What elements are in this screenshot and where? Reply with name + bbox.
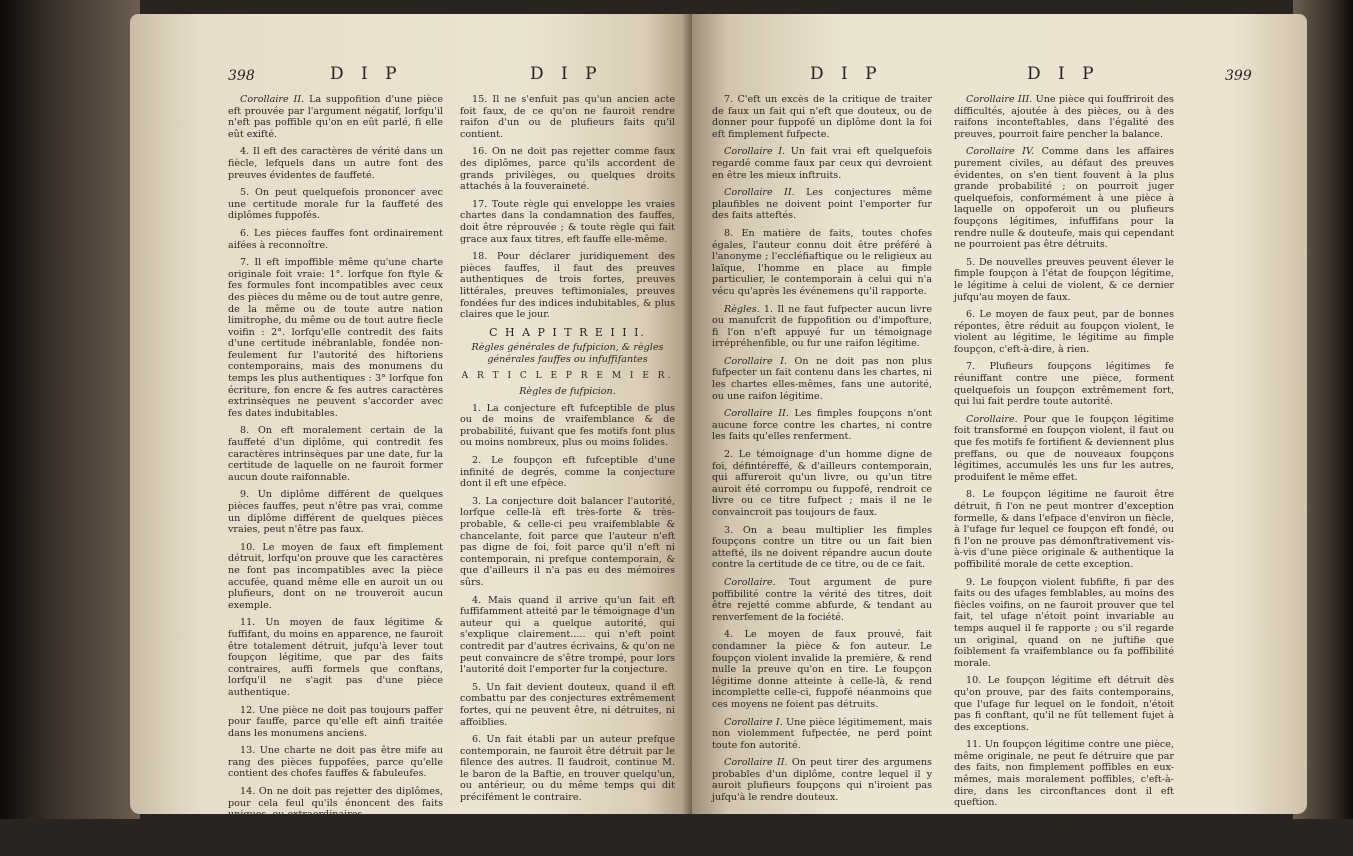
paragraph-text: 3. On a beau multiplier les fimples foupçons contre un titre ou un fait bien attefté, ils ne doivent répandre aucun doute contre la certitude de ce titre, ou de ce fait. bbox=[712, 524, 932, 571]
paragraph bbox=[712, 187, 932, 222]
paragraph-text: 5. Un fait devient douteux, quand il eft combattu par des conjectures extrêmement fortes, qui ne peuvent être, ni détruites, ni affoiblies. bbox=[460, 681, 675, 728]
paragraph-text: 1. Il ne faut fufpecter aucun livre ou manufcrit de fuppofition ou d'impofture, fi l'on n'eft appuyé fur un témoignage irrépréhenfible, ou fur une raifon légitime. bbox=[712, 303, 932, 350]
paragraph bbox=[228, 705, 443, 740]
right-column-1 bbox=[712, 94, 932, 810]
paragraph bbox=[228, 745, 443, 780]
paragraph-lead: Corollaire I. bbox=[724, 146, 786, 158]
paragraph-text: Les conjectures même plaufibles ne doivent point l'emporter fur des faits atteftés. bbox=[712, 187, 932, 222]
running-head-left-col1: D I P bbox=[330, 64, 403, 84]
paragraph bbox=[954, 577, 1174, 670]
paragraph-text: 8. On eft moralement certain de la fauffeté d'un diplôme, qui contredit fes caractères intrinsèques par une date, fur la certitude de laquelle on ne fauroit former aucun doute raifonnable. bbox=[228, 425, 443, 483]
paragraph-lead: Corollaire II. bbox=[724, 757, 788, 769]
paragraph bbox=[954, 815, 1174, 850]
paragraph bbox=[460, 682, 675, 728]
paragraph bbox=[712, 228, 932, 298]
paragraph bbox=[712, 717, 932, 752]
paragraph bbox=[228, 786, 443, 821]
paragraph-lead: Règles. bbox=[724, 303, 760, 315]
paragraph bbox=[954, 489, 1174, 570]
paragraph bbox=[228, 94, 443, 140]
paragraph bbox=[228, 617, 443, 698]
paragraph-text: 4. Mais quand il arrive qu'un fait eft fuffifamment atteité par le témoignage d'un auteur qui a quelque autorité, qui s'explique clairement..... qui n'eft point contredit par d'autres écrivains, & qu'on ne peut convaincre de s'être trompé, pour lors l'autorité doit l'emporter fur la conjecture. bbox=[460, 594, 675, 676]
running-head-right-col1: D I P bbox=[810, 64, 883, 84]
paragraph bbox=[712, 304, 932, 350]
paragraph-text: 6. Un fait établi par un auteur prefque contemporain, ne fauroit être détruit par le filence des autres. Il faudroit, continue M. le baron de la Baftie, en trouver quelqu'un, ou antérieur, ou du même temps qui dit précifément le contraire. bbox=[460, 734, 675, 804]
paragraph bbox=[954, 257, 1174, 303]
paragraph-text: 10. Le foupçon légitime eft détruit dès qu'on prouve, par des faits contemporains, que l'ufage fur lequel on le fondoit, n'étoit pas fi conftant, qu'il ne fût tellement fujet à des exceptions. bbox=[954, 675, 1174, 733]
paragraph bbox=[712, 146, 932, 181]
paragraph-lead: Corollaire. bbox=[724, 576, 776, 588]
paragraph bbox=[228, 425, 443, 483]
paragraph-text: 16. On ne doit pas rejetter comme faux des diplômes, parce qu'ils accordent de grands privilèges, ou quelques droits attachés à la fouveraineté. bbox=[460, 146, 675, 193]
paragraph bbox=[228, 146, 443, 181]
paragraph-lead: Corollaire III. bbox=[966, 94, 1033, 105]
paragraph-text: 12. Le foupçon légitime non détruit, ne devient pas pour cela violent, ni le violent, moyen de faux. bbox=[954, 814, 1174, 850]
right-column-2 bbox=[954, 94, 1174, 856]
paragraph-text: 17. Toute règle qui enveloppe les vraies chartes dans la condamnation des fauffes, doit être réprouvée ; & toute règle qui fait grace aux faux titres, eft fauffe elle-même. bbox=[460, 198, 675, 245]
paragraph bbox=[460, 199, 675, 245]
paragraph bbox=[954, 675, 1174, 733]
paragraph-text: 4. Il eft des caractères de vérité dans un fiècle, lefquels dans un autre font des preuves évidentes de fauffeté. bbox=[228, 146, 443, 181]
paragraph-text: 6. Les pièces fauffes font ordinairement aifées à reconnoître. bbox=[228, 227, 443, 251]
chapter-subtitle: Règles générales de fufpicion, & règles générales fauffes ou infuffifantes bbox=[471, 342, 664, 365]
running-head-left-col2: D I P bbox=[530, 64, 603, 84]
paragraph-text: 5. On peut quelquefois prononcer avec une certitude morale fur la fauffeté des diplômes fuppofés. bbox=[228, 187, 443, 222]
paragraph-lead: Corollaire IV. bbox=[966, 146, 1035, 158]
article-heading: A R T I C L E P R E M I E R. bbox=[461, 371, 674, 382]
paragraph bbox=[954, 361, 1174, 407]
paragraph-text: 7. Plufieurs foupçons légitimes fe réuniffant contre une pièce, forment quelquefois un foupçon extrêmement fort, qui lui fait perdre toute autorité. bbox=[954, 361, 1174, 408]
paragraph-text: 10. Le moyen de faux eft fimplement détruit, lorfqu'on prouve que les caractères ne font pas incompatibles avec la pièce accufée, quand même elle en auroit un ou plufieurs, dont on ne trouveroit aucun exemple. bbox=[228, 541, 443, 611]
page-number-right: 399 bbox=[1225, 68, 1252, 84]
paragraph bbox=[954, 739, 1174, 809]
paragraph bbox=[712, 449, 932, 519]
paragraph-text: 8. Le foupçon légitime ne fauroit être détruit, fi l'on ne peut montrer d'exception formelle, & dans l'efpace d'environ un fiècle, à l'ufage fur lequel ce foupçon eft fondé, ou fi l'on ne prouve pas démonftrativement vis-à-vis d'une pièce originale & authentique la poffibilité morale de cette exception. bbox=[954, 489, 1174, 570]
paragraph-lead: Corollaire II. bbox=[724, 187, 795, 199]
left-page bbox=[130, 14, 692, 821]
paragraph-text: Un fait vrai eft quelquefois regardé comme faux par ceux qui devroient en être les mieux inftruits. bbox=[712, 146, 932, 181]
paragraph-lead: Corollaire II. bbox=[724, 408, 789, 420]
paragraph bbox=[228, 187, 443, 222]
paragraph-text: 1. La conjecture eft fufceptible de plus ou de moins de vraifemblance & de probabilité, fuivant que fes motifs font plus ou moins nombreux, plus ou moins folides. bbox=[460, 402, 675, 449]
paragraph-lead: Corollaire II. bbox=[240, 94, 305, 105]
paragraph-lead: Corollaire I. bbox=[724, 355, 788, 367]
paragraph-text: 14. On ne doit pas rejetter des diplômes, pour cela feul qu'ils énoncent des faits uniques, ou extraordinaires. bbox=[228, 786, 443, 821]
page-number-left: 398 bbox=[228, 68, 255, 84]
paragraph-text: Tout argument de pure poffibilité contre la vérité des titres, doit être rejetté comme abfurde, & tendant au renverfement de la fociété. bbox=[712, 576, 932, 623]
paragraph-text: Une pièce qui fouffriroit des difficultés, ajoutée à des pièces, ou à des raifons inconteftables, dans l'égalité des preuves, pourroit faire pencher la balance. bbox=[954, 94, 1174, 140]
paragraph bbox=[954, 309, 1174, 355]
paragraph bbox=[460, 595, 675, 676]
paragraph-text: 5. De nouvelles preuves peuvent élever le fimple foupçon à l'état de foupçon légitime, le légitime à celui de violent, & ce dernier jufqu'au moyen de faux. bbox=[954, 256, 1174, 303]
paragraph bbox=[228, 228, 443, 251]
paragraph-text: 2. Le foupçon eft fufceptible d'une infinité de degrés, comme la conjecture dont il eft une efpèce. bbox=[460, 455, 675, 490]
paragraph bbox=[460, 496, 675, 589]
paragraph-lead: Corollaire I. bbox=[724, 716, 783, 728]
paragraph-text: 8. En matière de faits, toutes chofes égales, l'auteur connu doit être préféré à l'anonyme ; l'eccléfiaftique ou le religieux au laïque, l'homme en place au fimple particulier, le contemporain à celui qui n'a vécu qu'après les événemens qu'il rapporte. bbox=[712, 227, 932, 297]
paragraph-text: 15. Il ne s'enfuit pas qu'un ancien acte foit faux, de ce qu'on ne fauroit rendre raifon d'un ou de plufieurs faits qu'il contient. bbox=[460, 94, 675, 140]
paragraph-text: 3. La conjecture doit balancer l'autorité, lorfque celle-là eft très-forte & très-probable, & celle-ci peu vraifemblable & chancelante, foit parce que l'auteur n'eft pas digne de foi, foit parce qu'il n'eft ni contemporain, ni prefque contemporain, & que d'ailleurs il n'a pas eu des mémoires sûrs. bbox=[460, 495, 675, 588]
paragraph bbox=[228, 257, 443, 419]
paragraph bbox=[228, 542, 443, 612]
paragraph bbox=[954, 146, 1174, 250]
paragraph-text: 13. Une charte ne doit pas être mife au rang des pièces fuppofées, parce qu'elle contient des chofes fauffes & fabuleufes. bbox=[228, 745, 443, 780]
paragraph bbox=[712, 525, 932, 571]
paragraph-text: 9. Le foupçon violent fubfifte, fi par des faits ou des ufages femblables, au moins des fiècles voifins, on ne fauroit prouver que tel fait, tel ufage n'étoit point invariable au temps auquel il fe rapporte ; ou s'il regarde un original, quand on ne juftifie que foiblement fa vraifemblance ou fa poffibilité morale. bbox=[954, 576, 1174, 669]
left-column-1 bbox=[228, 94, 443, 827]
paragraph-text: 18. Pour déclarer juridiquement des pièces fauffes, il faut des preuves authentiques de trois fortes, preuves littérales, preuves teftimoniales, preuves fondées fur des indices indubitables, & plus claires que le jour. bbox=[460, 251, 675, 321]
paragraph-text: 7. C'eft un excès de la critique de traiter de faux un fait qui n'eft que douteux, ou de donner pour fuppofé un diplôme dont la foi eft fimplement fufpecte. bbox=[712, 94, 932, 140]
paragraph-text: 12. Une pièce ne doit pas toujours paffer pour fauffe, parce qu'elle eft ainfi traitée dans les monumens anciens. bbox=[228, 704, 443, 739]
paragraph bbox=[954, 414, 1174, 484]
paragraph-text: 11. Un moyen de faux légitime & fuffifant, du moins en apparence, ne fauroit être totalement détruit, jufqu'à lever tout foupçon légitime, que par des faits contraires, auffi formels que conftans, lorfqu'il ne s'agit pas d'une pièce authentique. bbox=[228, 617, 443, 698]
paragraph-text: 6. Le moyen de faux peut, par de bonnes répontes, être réduit au foupçon violent, le violent au légitime, le légitime au fimple foupçon, c'eft-à-dire, à rien. bbox=[954, 309, 1174, 355]
article-subtitle: Règles de fufpicion. bbox=[519, 386, 616, 398]
paragraph bbox=[228, 489, 443, 535]
paragraph-lead: Corollaire. bbox=[966, 413, 1018, 425]
paragraph-text: 11. Un foupçon légitime contre une pièce, même originale, ne peut fe détruire que par des faits, non fimplement poffibles en eux-mêmes, mais moralement poffibles, c'eft-à-dire, dans les circonftances dont il eft queftion. bbox=[954, 739, 1174, 809]
paragraph bbox=[460, 455, 675, 490]
paragraph bbox=[460, 146, 675, 192]
running-head-right-col2: D I P bbox=[1027, 64, 1100, 84]
paragraph bbox=[712, 94, 932, 140]
left-column-2 bbox=[460, 94, 675, 810]
paragraph-text: On ne doit pas non plus fufpecter un fait contenu dans les chartes, ni les chartes elles-mêmes, fans une autorité, ou une raifon légitime. bbox=[712, 355, 933, 402]
paragraph bbox=[712, 356, 932, 402]
paragraph bbox=[460, 251, 675, 321]
paragraph bbox=[954, 94, 1174, 140]
paragraph-text: Comme dans les affaires purement civiles, au défaut des preuves évidentes, on s'en tient fouvent à la plus grande probabilité ; on pourroit juger quelquefois, conformément à une pièce à laquelle on oppoferoit un ou plufieurs foupçons légitimes, infuffifans pour la rendre nulle & douteufe, mais qui cependant ne pourroient pas être détruits. bbox=[954, 146, 1174, 251]
paragraph-text: 9. Un diplôme différent de quelques pièces fauffes, peut n'être pas vrai, comme un diplôme différent de quelques pièces vraies, peut n'être pas faux. bbox=[228, 489, 443, 536]
paragraph bbox=[460, 734, 675, 804]
paragraph-text: Une pièce légitimement, mais non violemment fufpectée, ne perd point toute fon autorité. bbox=[712, 716, 932, 751]
chapter-heading: C H A P I T R E I I I. bbox=[489, 325, 646, 339]
paragraph-text: On peut tirer des argumens probables d'un diplôme, contre lequel il y auroit plufieurs foupçons qui n'iroient pas jufqu'à le rendre douteux. bbox=[712, 757, 932, 804]
book-edge-left bbox=[0, 0, 140, 819]
paragraph bbox=[712, 629, 932, 710]
paragraph-text: 2. Le témoignage d'un homme digne de foi, défintéreffé, & d'ailleurs contemporain, qui affureroit qu'un livre, ou qu'un titre auroit été corrompu ou fuppofé, rendroit ce livre ou ce titre fufpect ; mais il ne le convaincroit pas toujours de faux. bbox=[712, 449, 932, 518]
paragraph-text: La suppofition d'une pièce eft prouvée par l'argument négatif, lorfqu'il n'eft pas poffible qu'on en eût parlé, fi elle eût exifté. bbox=[228, 94, 443, 140]
paragraph-text: Les fimples foupçons n'ont aucune force contre les chartes, ni contre les faits qu'elles renferment. bbox=[712, 408, 932, 443]
paragraph bbox=[712, 757, 932, 803]
paragraph bbox=[712, 408, 932, 443]
paragraph-text: Pour que le foupçon légitime foit transformé en foupçon violent, il faut ou que fes motifs fe fortifient & deviennent plus preffans, ou que de nouveaux foupçons légitimes, accumulés les uns fur les autres, produifent le même effet. bbox=[954, 413, 1174, 483]
right-page bbox=[692, 14, 1307, 850]
paragraph bbox=[712, 577, 932, 623]
paragraph bbox=[460, 94, 675, 140]
paragraph-text: 7. Il eft impoffible même qu'une charte originale foit vraie: 1°. lorfque fon ftyle & fes formules font incompatibles avec ceux des pièces du même ou de tout autre genre, de la même ou de toute autre nation limitrophe, du même ou de tout autre fiecle voifin : 2°. lorfqu'elle contredit des faits d'une certitude inébranlable, fondée non-feulement fur l'autorité des hiftoriens contemporains, mais des monumens du temps les plus authentiques : 3° lorfque fon écriture, fon encre & fes autres caractères extrinsèques ne peuvent s'accorder avec fes dates indubitables. bbox=[228, 257, 443, 419]
paragraph-text: 4. Le moyen de faux prouvé, fait condamner la pièce & fon auteur. Le foupçon violent invalide la première, & rend nulle la preuve qu'on en tire. Le foupçon légitime donne atteinte à celle-là, & rend incomplette celle-ci, fuppofé néanmoins que ces moyens ne foient pas détruits. bbox=[712, 629, 932, 710]
paragraph bbox=[460, 403, 675, 449]
